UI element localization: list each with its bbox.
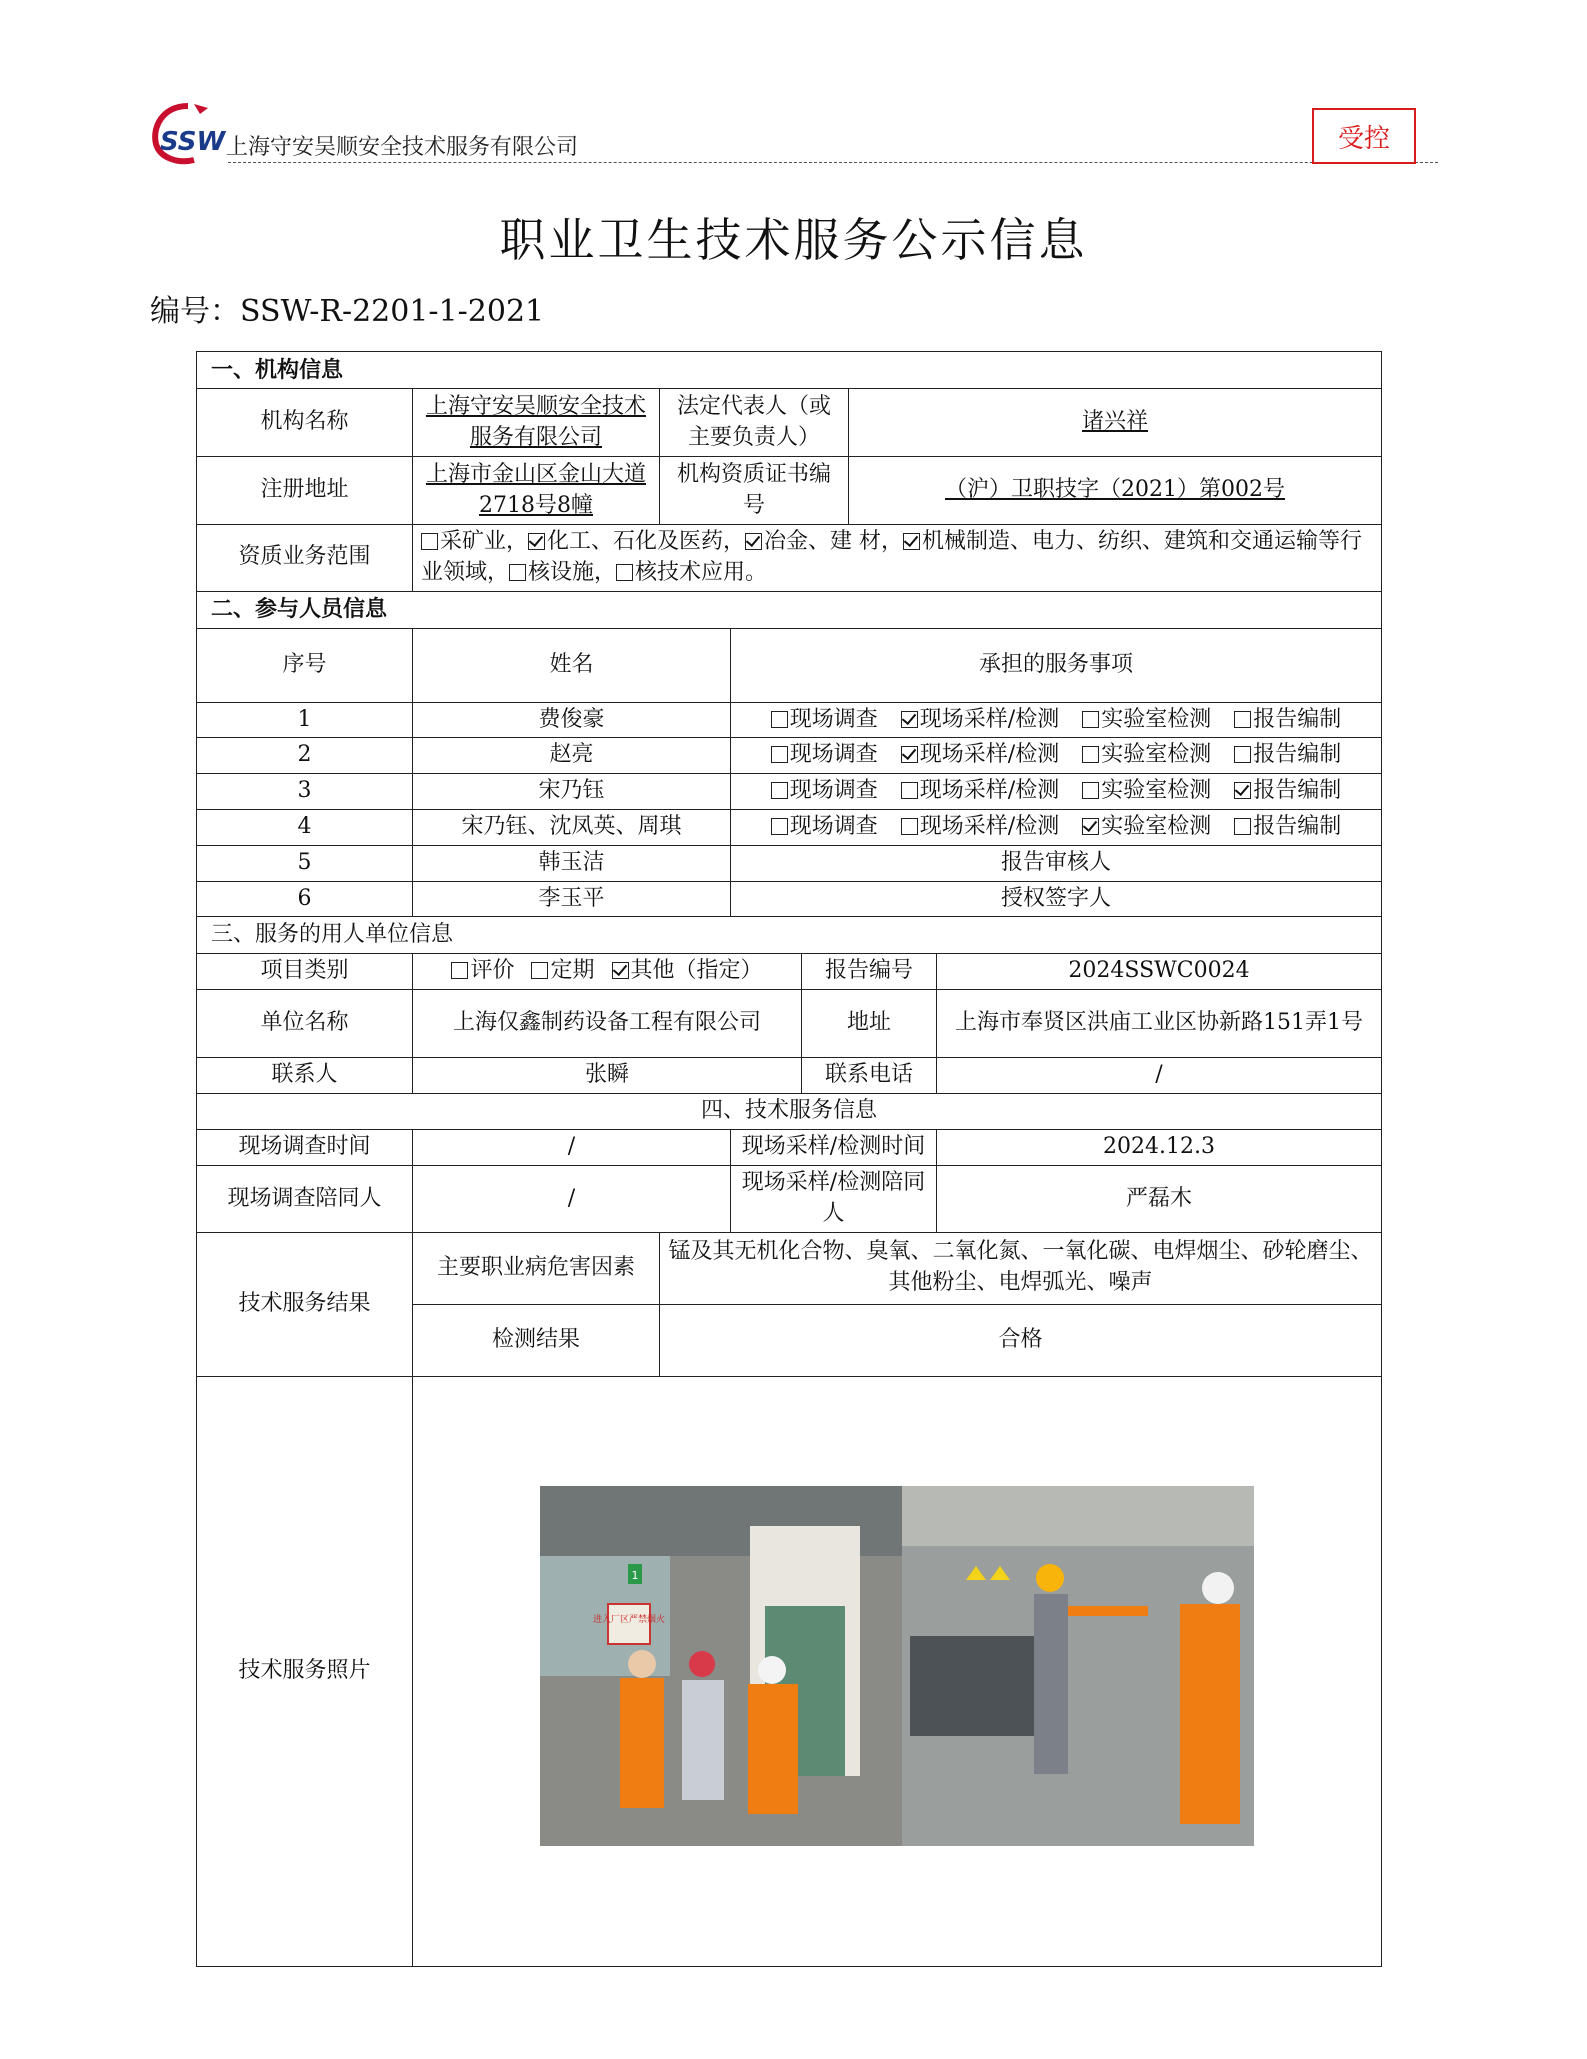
checkbox-checked-icon xyxy=(1234,782,1251,799)
scope-item: 化工、石化及医药， xyxy=(528,529,745,554)
company-logo xyxy=(148,100,228,166)
unit-name-value: 上海仅鑫制药设备工程有限公司 xyxy=(413,990,802,1058)
staff-name: 宋乃钰、沈凤英、周琪 xyxy=(413,809,731,845)
section-employer-heading: 三、服务的用人单位信息 xyxy=(197,917,1382,954)
survey-time-value: / xyxy=(413,1130,731,1166)
sampling-time-value: 2024.12.3 xyxy=(937,1130,1382,1166)
staff-duty: 授权签字人 xyxy=(731,881,1382,917)
project-type-label: 项目类别 xyxy=(197,954,413,990)
unit-address-label: 地址 xyxy=(802,990,937,1058)
scope-item: 核设施， xyxy=(509,560,616,585)
staff-name: 李玉平 xyxy=(413,881,731,917)
phone-label: 联系电话 xyxy=(802,1058,937,1094)
checkbox-checked-icon xyxy=(745,533,762,550)
checkbox-icon xyxy=(1082,782,1099,799)
checkbox-icon xyxy=(771,711,788,728)
checkbox-icon xyxy=(901,782,918,799)
hazards-value: 锰及其无机化合物、臭氧、二氧化氮、一氧化碳、电焊烟尘、砂轮磨尘、其他粉尘、电焊弧光、噪声 xyxy=(660,1232,1382,1304)
checkbox-icon xyxy=(901,818,918,835)
contact-label: 联系人 xyxy=(197,1058,413,1094)
service-photo xyxy=(540,1486,1254,1846)
cert-value: （沪）卫职技字（2021）第002号 xyxy=(849,457,1382,525)
phone-value: / xyxy=(937,1058,1382,1094)
legal-rep-value: 诸兴祥 xyxy=(849,389,1382,457)
address-value: 上海市金山区金山大道2718号8幢 xyxy=(413,457,660,525)
checkbox-icon xyxy=(451,962,468,979)
unit-address-value: 上海市奉贤区洪庙工业区协新路151弄1号 xyxy=(937,990,1382,1058)
col-name-header: 姓名 xyxy=(413,628,731,702)
staff-no: 2 xyxy=(197,738,413,774)
sampling-escort-value: 严磊木 xyxy=(937,1166,1382,1233)
checkbox-checked-icon xyxy=(612,962,629,979)
report-no-value: 2024SSWC0024 xyxy=(937,954,1382,990)
address-label: 注册地址 xyxy=(197,457,413,525)
checkbox-icon xyxy=(1234,818,1251,835)
page-title: 职业卫生技术服务公示信息 xyxy=(499,213,1088,267)
staff-name: 费俊豪 xyxy=(413,702,731,738)
svg-text:进入厂区严禁烟火: 进入厂区严禁烟火 xyxy=(593,1615,666,1626)
sampling-escort-label: 现场采样/检测陪同人 xyxy=(731,1166,937,1233)
scope-item: 核技术应用。 xyxy=(616,560,767,585)
checkbox-checked-icon xyxy=(901,711,918,728)
scope-items xyxy=(413,525,1382,592)
staff-no: 3 xyxy=(197,774,413,810)
checkbox-checked-icon xyxy=(1082,818,1099,835)
section-service-heading: 四、技术服务信息 xyxy=(197,1094,1382,1130)
svg-text:1: 1 xyxy=(631,1569,639,1583)
test-result-value: 合格 xyxy=(660,1304,1382,1376)
cert-label: 机构资质证书编号 xyxy=(660,457,849,525)
checkbox-icon xyxy=(509,564,526,581)
col-duty-header: 承担的服务事项 xyxy=(731,628,1382,702)
org-name-value: 上海守安吴顺安全技术服务有限公司 xyxy=(413,389,660,457)
photo-label: 技术服务照片 xyxy=(197,1376,413,1966)
checkbox-icon xyxy=(1082,746,1099,763)
staff-name: 宋乃钰 xyxy=(413,774,731,810)
staff-no: 1 xyxy=(197,702,413,738)
staff-name: 赵亮 xyxy=(413,738,731,774)
checkbox-checked-icon xyxy=(528,533,545,550)
checkbox-icon xyxy=(1082,711,1099,728)
checkbox-icon xyxy=(771,782,788,799)
survey-escort-value: / xyxy=(413,1166,731,1233)
header-rule xyxy=(228,162,1438,163)
scope-item: 采矿业， xyxy=(421,529,528,554)
checkbox-icon xyxy=(616,564,633,581)
company-name: 上海守安吴顺安全技术服务有限公司 xyxy=(226,135,579,160)
checkbox-checked-icon xyxy=(903,533,920,550)
checkbox-icon xyxy=(421,533,438,550)
sampling-time-label: 现场采样/检测时间 xyxy=(731,1130,937,1166)
staff-services: 现场调查 现场采样/检测 实验室检测 报告编制 xyxy=(731,738,1382,774)
staff-duty: 报告审核人 xyxy=(731,845,1382,881)
hazards-label: 主要职业病危害因素 xyxy=(413,1232,660,1304)
checkbox-icon xyxy=(771,818,788,835)
staff-services: 现场调查 现场采样/检测 实验室检测 报告编制 xyxy=(731,809,1382,845)
checkbox-icon xyxy=(1234,711,1251,728)
legal-rep-label: 法定代表人（或主要负责人） xyxy=(660,389,849,457)
staff-no: 6 xyxy=(197,881,413,917)
document-number: 编号：SSW-R-2201-1-2021 xyxy=(150,294,545,329)
project-types: 评价 定期 其他（指定） xyxy=(413,954,802,990)
checkbox-icon xyxy=(1234,746,1251,763)
contact-value: 张瞬 xyxy=(413,1058,802,1094)
staff-no: 4 xyxy=(197,809,413,845)
org-name-label: 机构名称 xyxy=(197,389,413,457)
info-table xyxy=(196,351,1382,1967)
survey-time-label: 现场调查时间 xyxy=(197,1130,413,1166)
test-label: 检测结果 xyxy=(413,1304,660,1376)
checkbox-checked-icon xyxy=(901,746,918,763)
staff-no: 5 xyxy=(197,845,413,881)
unit-name-label: 单位名称 xyxy=(197,990,413,1058)
col-no-header: 序号 xyxy=(197,628,413,702)
section-org-heading: 一、机构信息 xyxy=(197,352,1382,389)
scope-item: 冶金、建 材， xyxy=(745,529,903,554)
staff-name: 韩玉洁 xyxy=(413,845,731,881)
checkbox-icon xyxy=(531,962,548,979)
checkbox-icon xyxy=(771,746,788,763)
photo-cell xyxy=(413,1376,1382,1966)
section-staff-heading: 二、参与人员信息 xyxy=(197,591,1382,628)
logo-text: SSW xyxy=(160,127,226,157)
report-no-label: 报告编号 xyxy=(802,954,937,990)
scope-label: 资质业务范围 xyxy=(197,525,413,592)
staff-services: 现场调查 现场采样/检测 实验室检测 报告编制 xyxy=(731,774,1382,810)
page-header xyxy=(148,96,1438,166)
controlled-stamp: 受控 xyxy=(1312,108,1416,164)
staff-services: 现场调查 现场采样/检测 实验室检测 报告编制 xyxy=(731,702,1382,738)
survey-escort-label: 现场调查陪同人 xyxy=(197,1166,413,1233)
result-label: 技术服务结果 xyxy=(197,1232,413,1376)
scope-item: 机械制造、电力、纺织、建筑和交通运输等行业领域， xyxy=(421,529,1363,585)
